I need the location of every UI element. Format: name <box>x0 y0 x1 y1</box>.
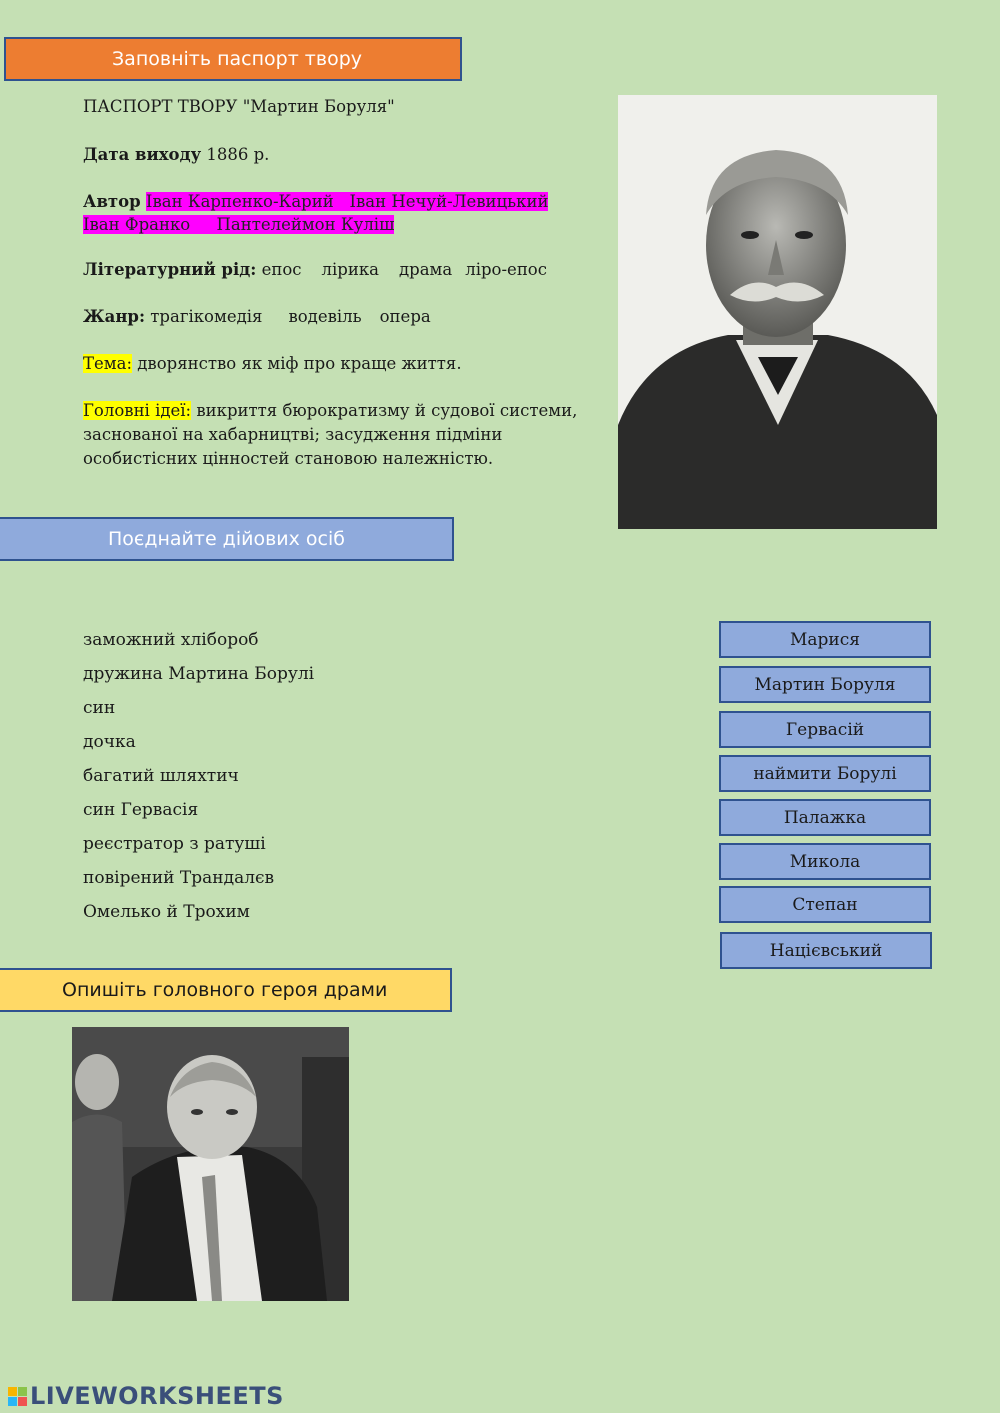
author-line-2 <box>83 213 394 236</box>
character-name-box[interactable]: Мартин Боруля <box>719 666 931 703</box>
role-description: син <box>83 698 116 718</box>
genre-family-option[interactable]: епос <box>261 260 302 279</box>
scene-illustration <box>72 1027 349 1301</box>
release-date-line <box>83 143 269 166</box>
character-name-box[interactable]: Палажка <box>719 799 931 836</box>
genre-line <box>83 305 431 328</box>
genre-label: Жанр: <box>83 307 146 326</box>
author-portrait-photo <box>618 95 937 529</box>
play-scene-photo <box>72 1027 349 1301</box>
theme-label: Тема: <box>83 354 133 373</box>
character-name-box[interactable]: Націєвський <box>720 932 932 969</box>
genre-family-label: Літературний рід: <box>83 260 257 279</box>
release-date-label: Дата виходу <box>83 145 202 164</box>
author-option[interactable]: Іван Франко <box>83 215 191 234</box>
section-banner-hero <box>0 968 452 1012</box>
section-banner-characters <box>0 517 454 561</box>
genre-family-option[interactable]: ліро-епос <box>465 260 547 279</box>
character-name-box[interactable]: Степан <box>719 886 931 923</box>
ideas-line-3: особистісних цінностей становою належністю. <box>83 449 494 468</box>
genre-family-option[interactable]: лірика <box>321 260 379 279</box>
role-description: багатий шляхтич <box>83 766 239 786</box>
theme-value: дворянство як міф про краще життя. <box>132 354 462 373</box>
author-option[interactable]: Іван Карпенко-Карий <box>145 192 334 211</box>
theme-line <box>83 352 462 375</box>
author-line-1 <box>83 190 548 213</box>
role-description: дочка <box>83 732 136 752</box>
role-description: Омелько й Трохим <box>83 902 250 922</box>
ideas-line-2: заснованої на хабарництві; засудження підміни <box>83 425 503 444</box>
genre-option[interactable]: водевіль <box>288 307 362 326</box>
genre-family-line <box>83 258 547 281</box>
section-banner-passport <box>4 37 462 81</box>
role-description: заможний хлібороб <box>83 630 259 650</box>
author-label: Автор <box>83 192 141 211</box>
ideas-line-1 <box>83 399 577 422</box>
logo-text: LIVEWORKSHEETS <box>30 1382 284 1410</box>
character-name-box[interactable]: Марися <box>719 621 931 658</box>
section-title-hero: Опишіть головного героя драми <box>62 979 388 1001</box>
character-name-box[interactable]: Гервасій <box>719 711 931 748</box>
role-description: дружина Мартина Борулі <box>83 664 315 684</box>
role-description: реєстратор з ратуші <box>83 834 266 854</box>
section-title-characters: Поєднайте дійових осіб <box>108 528 345 550</box>
genre-option[interactable]: трагікомедія <box>150 307 263 326</box>
ideas-text-1: викриття бюрократизму й судової системи, <box>191 401 578 420</box>
role-description: повірений Трандалєв <box>83 868 275 888</box>
genre-option[interactable]: опера <box>379 307 431 326</box>
genre-family-option[interactable]: драма <box>398 260 453 279</box>
release-date-value: 1886 р. <box>201 145 270 164</box>
author-option[interactable]: Іван Нечуй-Левицький <box>349 192 549 211</box>
author-option[interactable]: Пантелеймон Куліш <box>216 215 395 234</box>
passport-heading: ПАСПОРТ ТВОРУ "Мартин Боруля" <box>83 97 395 116</box>
ideas-label: Головні ідеї: <box>83 401 192 420</box>
portrait-illustration <box>618 95 937 529</box>
logo-blocks-icon <box>8 1387 27 1406</box>
liveworksheets-logo <box>8 1381 284 1411</box>
character-name-box[interactable]: наймити Борулі <box>719 755 931 792</box>
section-title-passport: Заповніть паспорт твору <box>112 48 362 70</box>
role-description: син Гервасія <box>83 800 199 820</box>
character-name-box[interactable]: Микола <box>719 843 931 880</box>
